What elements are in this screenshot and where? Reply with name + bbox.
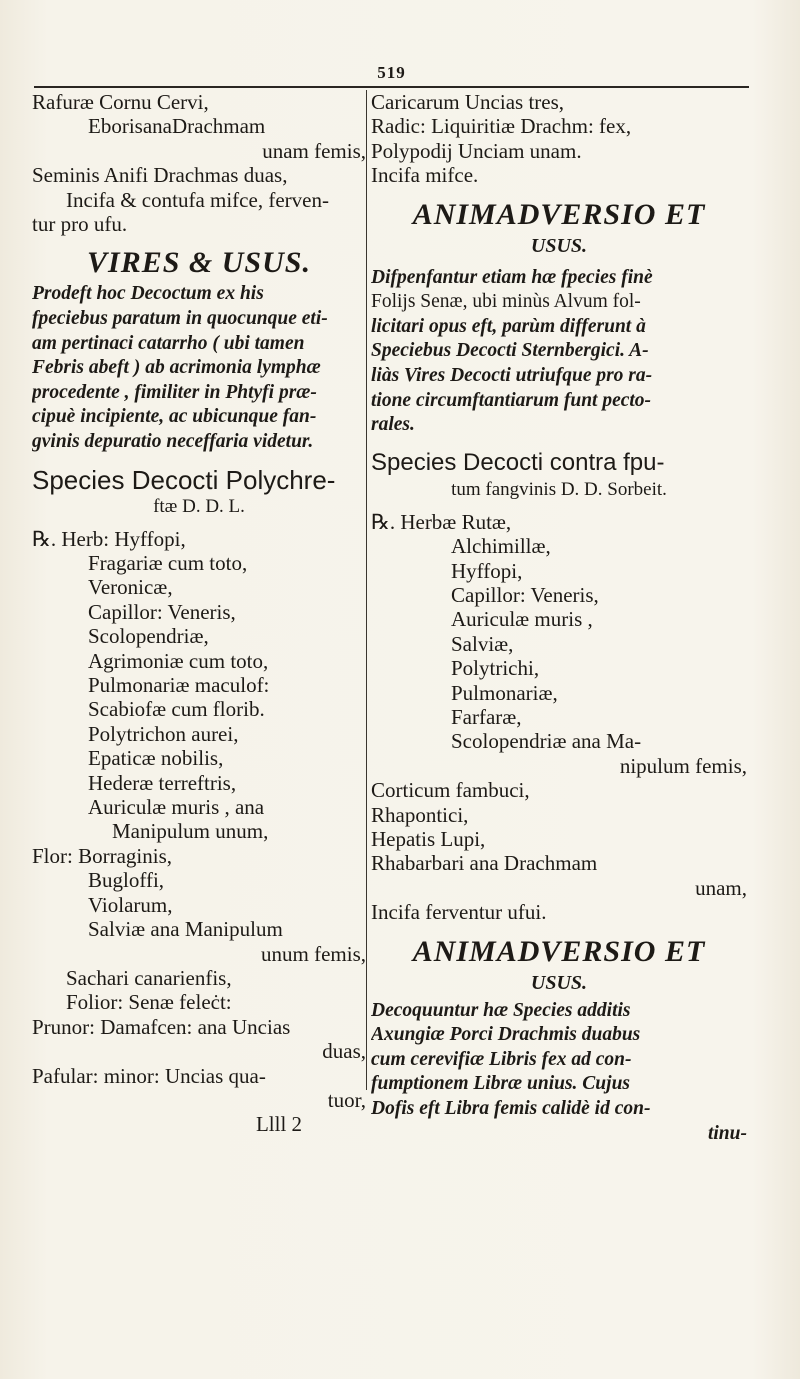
polychrestae-recipe-line: Prunor: Damafcen: ana Uncias — [32, 1014, 291, 1039]
left-top-line: tur pro ufu. — [32, 212, 128, 237]
polychrestae-recipe-line: tuor, — [327, 1087, 366, 1112]
vires-usus-line: gvinis depuratio neceffaria videtur. — [32, 431, 314, 452]
animadversio-1-line: Speciebus Decocti Sternbergici. A- — [371, 340, 649, 362]
sputum-recipe-line: Auriculæ muris , — [451, 607, 593, 632]
polychrestae-recipe-line: Polytrichon aurei, — [88, 721, 239, 746]
polychrestae-recipe-line: Scolopendriæ, — [88, 624, 209, 649]
animadversio-1-line: Folijs Senæ, ubi minùs Alvum fol- — [371, 291, 641, 313]
polychrestae-recipe-line: Salviæ ana Manipulum — [88, 917, 283, 942]
right-top-line: Incifa mifce. — [371, 163, 479, 188]
sputum-recipe-line: Polytrichi, — [451, 656, 540, 681]
page-number: 519 — [377, 63, 406, 82]
vires-usus-paragraph — [32, 282, 366, 454]
animadversio-1-line: liàs Vires Decocti utriufque pro ra- — [371, 365, 653, 386]
page-header — [34, 62, 749, 88]
species-polychrestae-heading: Species Decocti Polychre- — [32, 464, 336, 495]
sputum-recipe-line: Pulmonariæ, — [451, 680, 558, 705]
animadversio-heading-2: ANIMADVERSIO ET — [412, 934, 706, 968]
sputum-recipe-line: Hyffopi, — [451, 558, 523, 583]
species-sputum-heading: Species Decocti contra fpu- — [371, 448, 665, 476]
sputum-recipe-line: Incifa ferventur ufui. — [371, 900, 547, 925]
left-top-line: EborisanaDrachmam — [88, 114, 266, 139]
animadversio-1-line: Difpenfantur etiam hæ fpecies finè — [371, 266, 653, 288]
polychrestae-recipe-line: ℞. Herb: Hyffopi, — [32, 526, 186, 551]
polychrestae-recipe-line: duas, — [322, 1039, 366, 1064]
animadversio-heading-1: ANIMADVERSIO ET — [412, 197, 706, 231]
left-column — [32, 90, 366, 1137]
animadversio-1-line: licitari opus eft, parùm differunt à — [371, 315, 646, 337]
polychrestae-recipe-list — [32, 527, 366, 1137]
right-top-line: Caricarum Uncias tres, — [371, 90, 565, 114]
animadversio-1-line: tione circumftantiarum funt pecto- — [371, 389, 652, 411]
polychrestae-recipe-line: Llll 2 — [255, 1112, 303, 1137]
left-top-line: Rafuræ Cornu Cervi, — [32, 90, 209, 114]
polychrestae-recipe-line: Bugloffi, — [88, 868, 165, 893]
right-top-recipe-continuation — [371, 90, 747, 188]
polychrestae-recipe-line: Pafular: minor: Uncias qua- — [32, 1063, 266, 1088]
polychrestae-recipe-line: Folior: Senæ feleċt: — [66, 990, 232, 1015]
animadversio-2-line: fumptionem Libræ unius. Cujus — [371, 1073, 631, 1095]
sputum-recipe-line: Farfaræ, — [451, 705, 522, 730]
polychrestae-recipe-line: Fragariæ cum toto, — [88, 551, 248, 575]
right-column — [371, 90, 747, 1146]
right-top-line: Polypodij Unciam unam. — [371, 138, 582, 163]
polychrestae-recipe-line: Flor: Borraginis, — [32, 843, 172, 868]
polychrestae-recipe-line: Auriculæ muris , ana — [88, 795, 265, 820]
sputum-recipe-line: Corticum fambuci, — [371, 778, 530, 803]
species-polychrestae-subheading: ftæ D. D. L. — [153, 495, 245, 517]
animadversio-paragraph-2 — [371, 999, 747, 1147]
animadversio-subheading-2: USUS. — [530, 971, 588, 994]
animadversio-2-line: Dofis eft Libra femis calidè id con- — [371, 1098, 651, 1120]
sputum-recipe-line: Rhabarbari ana Drachmam — [371, 851, 598, 876]
sputum-recipe-line: Capillor: Veneris, — [451, 583, 599, 607]
left-top-recipe-continuation — [32, 90, 366, 236]
polychrestae-recipe-line: Agrimoniæ cum toto, — [88, 648, 269, 673]
animadversio-paragraph-1 — [371, 266, 747, 438]
polychrestae-recipe-line: Hederæ terreftris, — [88, 770, 237, 795]
right-top-line: Radic: Liquiritiæ Drachm: fex, — [371, 114, 632, 139]
polychrestae-recipe-line: Scabiofæ cum florib. — [88, 697, 265, 722]
polychrestae-recipe-line: Sachari canarienfis, — [66, 965, 232, 990]
polychrestae-recipe-line: Pulmonariæ maculof: — [88, 673, 270, 698]
sputum-recipe-line: unam, — [695, 875, 747, 900]
sputum-recipe-line: nipulum femis, — [619, 753, 747, 778]
sputum-recipe-line: Salviæ, — [451, 631, 514, 656]
vires-usus-line: cipuè incipiente, ac ubicunque fan- — [32, 406, 317, 428]
polychrestae-recipe-line: Veronicæ, — [88, 575, 173, 600]
column-divider — [366, 90, 367, 1090]
sputum-recipe-line: Hepatis Lupi, — [371, 827, 486, 852]
polychrestae-recipe-line: Capillor: Veneris, — [88, 599, 236, 624]
animadversio-2-line: cum cerevifiæ Libris fex ad con- — [371, 1048, 632, 1070]
polychrestae-recipe-line: Violarum, — [88, 892, 173, 917]
vires-usus-heading: VIRES & USUS. — [87, 246, 311, 280]
polychrestae-recipe-line: Manipulum unum, — [112, 819, 269, 844]
sputum-recipe-line: Alchimillæ, — [451, 534, 551, 559]
animadversio-subheading-1: USUS. — [530, 234, 588, 257]
vires-usus-line: fpeciebus paratum in quocunque eti- — [32, 308, 328, 330]
species-sputum-subheading: tum fangvinis D. D. Sorbeit. — [451, 478, 667, 500]
sputum-recipe-line: Rhapontici, — [371, 802, 469, 827]
animadversio-1-line: rales. — [371, 414, 415, 436]
left-top-line: Incifa & contufa mifce, ferven- — [66, 187, 329, 212]
animadversio-2-line: Decoquuntur hæ Species additis — [371, 999, 631, 1021]
vires-usus-line: procedente , fimiliter in Phtyfi præ- — [32, 381, 317, 403]
left-top-line: unam femis, — [262, 138, 366, 163]
left-top-line: Seminis Anifi Drachmas duas, — [32, 163, 288, 188]
polychrestae-recipe-line: Epaticæ nobilis, — [88, 746, 224, 771]
animadversio-2-line: tinu- — [707, 1122, 747, 1144]
vires-usus-line: am pertinaci catarrho ( ubi tamen — [32, 332, 305, 354]
sputum-recipe-line: ℞. Herbæ Rutæ, — [371, 509, 512, 534]
animadversio-2-line: Axungiæ Porci Drachmis duabus — [371, 1024, 641, 1046]
vires-usus-line: Prodeft hoc Decoctum ex his — [32, 283, 264, 305]
sputum-recipe-list — [371, 510, 747, 925]
polychrestae-recipe-line: unum femis, — [261, 941, 366, 966]
sputum-recipe-line: Scolopendriæ ana Ma- — [451, 729, 642, 754]
vires-usus-line: Febris abeft ) ab acrimonia lymphæ — [32, 357, 321, 379]
